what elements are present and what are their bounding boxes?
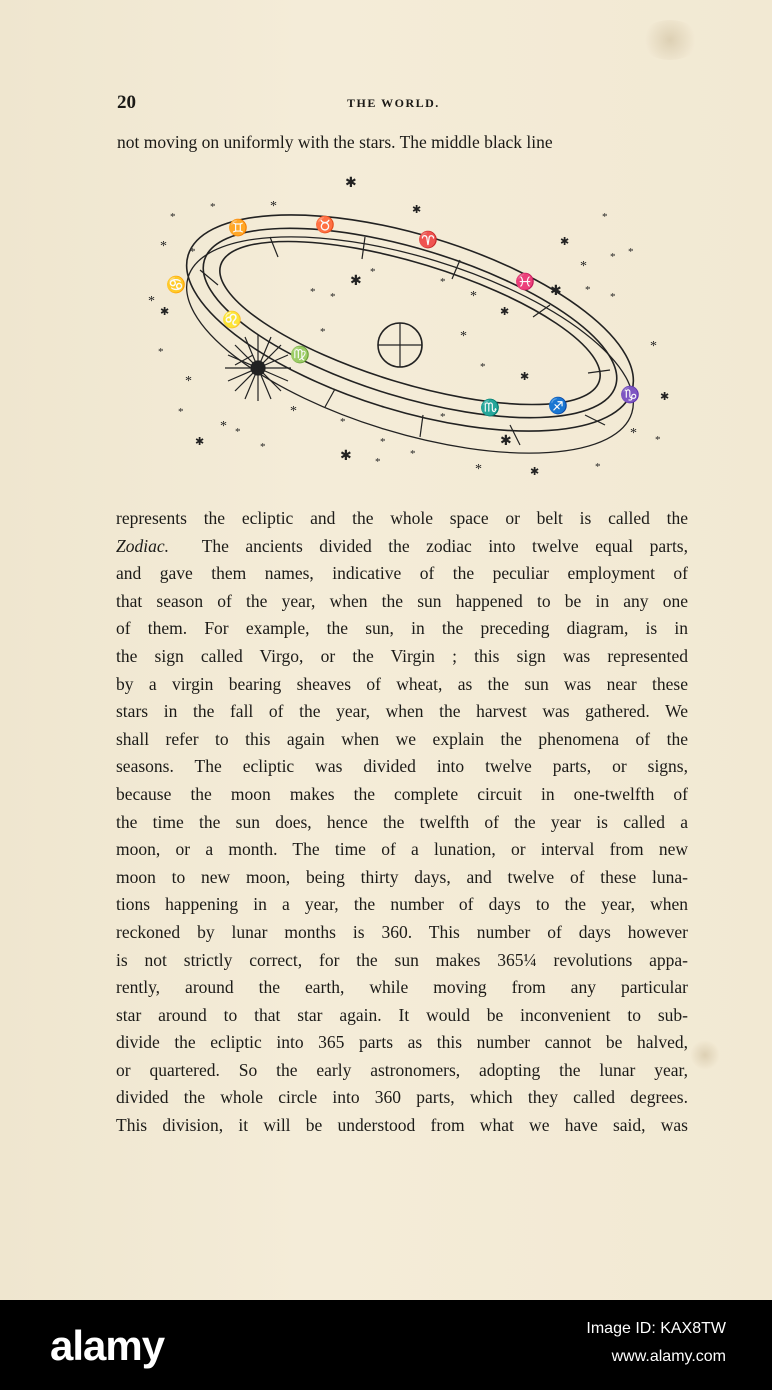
star-icon: *: [270, 199, 277, 214]
paper-stain: [640, 20, 700, 60]
sun-icon: [225, 335, 291, 401]
star-icon: *: [340, 416, 346, 428]
star-icon: *: [178, 406, 184, 418]
star-icon: ✱: [660, 391, 670, 403]
star-icon: ✱: [195, 436, 205, 448]
star-icon: *: [210, 201, 216, 213]
stock-footer: [0, 1300, 772, 1390]
text-line: [116, 505, 688, 533]
star-icon: *: [440, 411, 446, 423]
star-icon: *: [650, 339, 657, 354]
star-icon: *: [260, 441, 266, 453]
text-line: that season of the year, when the sun happened to be in any one: [116, 590, 688, 611]
star-icon: *: [595, 461, 601, 473]
text-line: or quartered. So the early astronomers, adopting the lunar year,: [116, 1059, 688, 1080]
star-icon: *: [460, 329, 467, 344]
sign-pisces: ♓: [515, 274, 535, 291]
zodiac-term: Zodiac.: [116, 535, 169, 556]
star-icon: *: [375, 456, 381, 468]
text-line: This division, it will be understood from what we have said, was: [116, 1115, 688, 1136]
star-icon: *: [148, 294, 155, 309]
star-icon: *: [320, 326, 326, 338]
star-icon: *: [470, 289, 477, 304]
star-icon: ✱: [500, 306, 510, 318]
star-icon: ✱: [340, 449, 352, 464]
sign-scorpio: ♏: [480, 400, 500, 417]
ecliptic-line: [183, 189, 637, 456]
text-line: of them. For example, the sun, in the preceding diagram, is in: [116, 618, 688, 639]
text-line: because the moon makes the complete circuit in one-twelfth of: [116, 783, 688, 804]
text-line: shall refer to this again when we explain the phenomena of the: [116, 728, 688, 749]
text-line: by a virgin bearing sheaves of wheat, as the sun was near these: [116, 673, 688, 694]
star-icon: *: [160, 239, 167, 254]
star-icon: ✱: [560, 236, 570, 248]
text-line: star around to that star again. It would be inconvenient to sub-: [116, 1004, 688, 1025]
text-line: moon to new moon, being thirty days, and twelve of these luna-: [116, 866, 688, 887]
site-url: www.alamy.com: [611, 1348, 726, 1365]
text-line: the time the sun does, hence the twelfth of the year is called a: [116, 811, 688, 832]
star-icon: ✱: [550, 284, 562, 299]
text-line: divided the whole circle into 360 parts, which they called degrees.: [116, 1087, 688, 1108]
sign-sagittarius: ♐: [548, 398, 568, 415]
sign-taurus: ♉: [315, 217, 335, 234]
text-line: [116, 533, 688, 561]
earth-symbol: [378, 323, 422, 367]
text-line-top: not moving on uniformly with the stars. The middle black line: [117, 132, 553, 152]
star-icon: *: [628, 246, 634, 258]
star-icon: *: [410, 448, 416, 460]
star-icon: *: [290, 404, 297, 419]
sign-cancer: ♋: [166, 277, 186, 294]
star-icon: ✱: [412, 204, 422, 216]
text-line: tions happening in a year, the number of days to the year, when: [116, 894, 688, 915]
sign-leo: ♌: [222, 312, 242, 329]
sign-virgo: ♍: [290, 347, 310, 364]
text-line: and gave them names, indicative of the peculiar employment of: [116, 563, 688, 584]
star-icon: *: [610, 291, 616, 303]
sign-gemini: ♊: [228, 220, 248, 237]
star-icon: ✱: [345, 176, 357, 191]
star-icon: *: [190, 246, 196, 258]
star-icon: *: [380, 436, 386, 448]
star-icon: *: [440, 276, 446, 288]
page-number: 20: [117, 92, 136, 113]
star-icon: *: [602, 211, 608, 223]
star-icon: *: [610, 251, 616, 263]
text-line: reckoned by lunar months is 360. This number of days however: [116, 921, 688, 942]
text-line: stars in the fall of the year, when the harvest was gathered. We: [116, 701, 688, 722]
star-icon: *: [235, 426, 241, 438]
paper-stain: [690, 1040, 720, 1070]
star-icon: *: [330, 291, 336, 303]
zodiac-diagram: [140, 175, 680, 485]
star-icon: ✱: [350, 274, 362, 289]
star-icon: *: [170, 211, 176, 223]
star-icon: *: [475, 462, 482, 477]
text-line: moon, or a month. The time of a lunation, or interval from new: [116, 839, 688, 860]
text-line: is not strictly correct, for the sun makes 365¼ revolutions appa-: [116, 949, 688, 970]
star-icon: *: [185, 374, 192, 389]
star-icon: *: [220, 419, 227, 434]
star-icon: ✱: [520, 371, 530, 383]
text-line: rently, around the earth, while moving from any particular: [116, 977, 688, 998]
star-icon: *: [580, 259, 587, 274]
body-text: [116, 505, 688, 1140]
sign-aries: ♈: [418, 232, 438, 249]
image-id-label: Image ID: KAX8TW: [586, 1320, 726, 1337]
running-head: THE WORLD.: [347, 96, 440, 110]
star-icon: ✱: [530, 466, 540, 478]
star-icon: ✱: [160, 306, 170, 318]
star-icon: *: [585, 284, 591, 296]
star-icon: *: [310, 286, 316, 298]
star-icon: *: [630, 426, 637, 441]
text-line: divide the ecliptic into 365 parts as this number cannot be halved,: [116, 1032, 688, 1053]
text-line-content: The ancients divided the zodiac into twelve equal parts,: [201, 535, 688, 556]
star-icon: *: [370, 266, 376, 278]
star-icon: *: [655, 434, 661, 446]
star-icon: *: [158, 346, 164, 358]
text-line-content: represents the ecliptic and the whole space or belt is called the: [116, 508, 688, 528]
alamy-logo: alamy: [50, 1322, 165, 1369]
star-icon: *: [480, 361, 486, 373]
sign-capricorn: ♑: [620, 387, 640, 404]
star-icon: ✱: [500, 434, 512, 449]
text-line: the sign called Virgo, or the Virgin ; this sign was represented: [116, 645, 688, 666]
page-header: [117, 92, 687, 114]
text-line: seasons. The ecliptic was divided into twelve parts, or signs,: [116, 756, 688, 777]
